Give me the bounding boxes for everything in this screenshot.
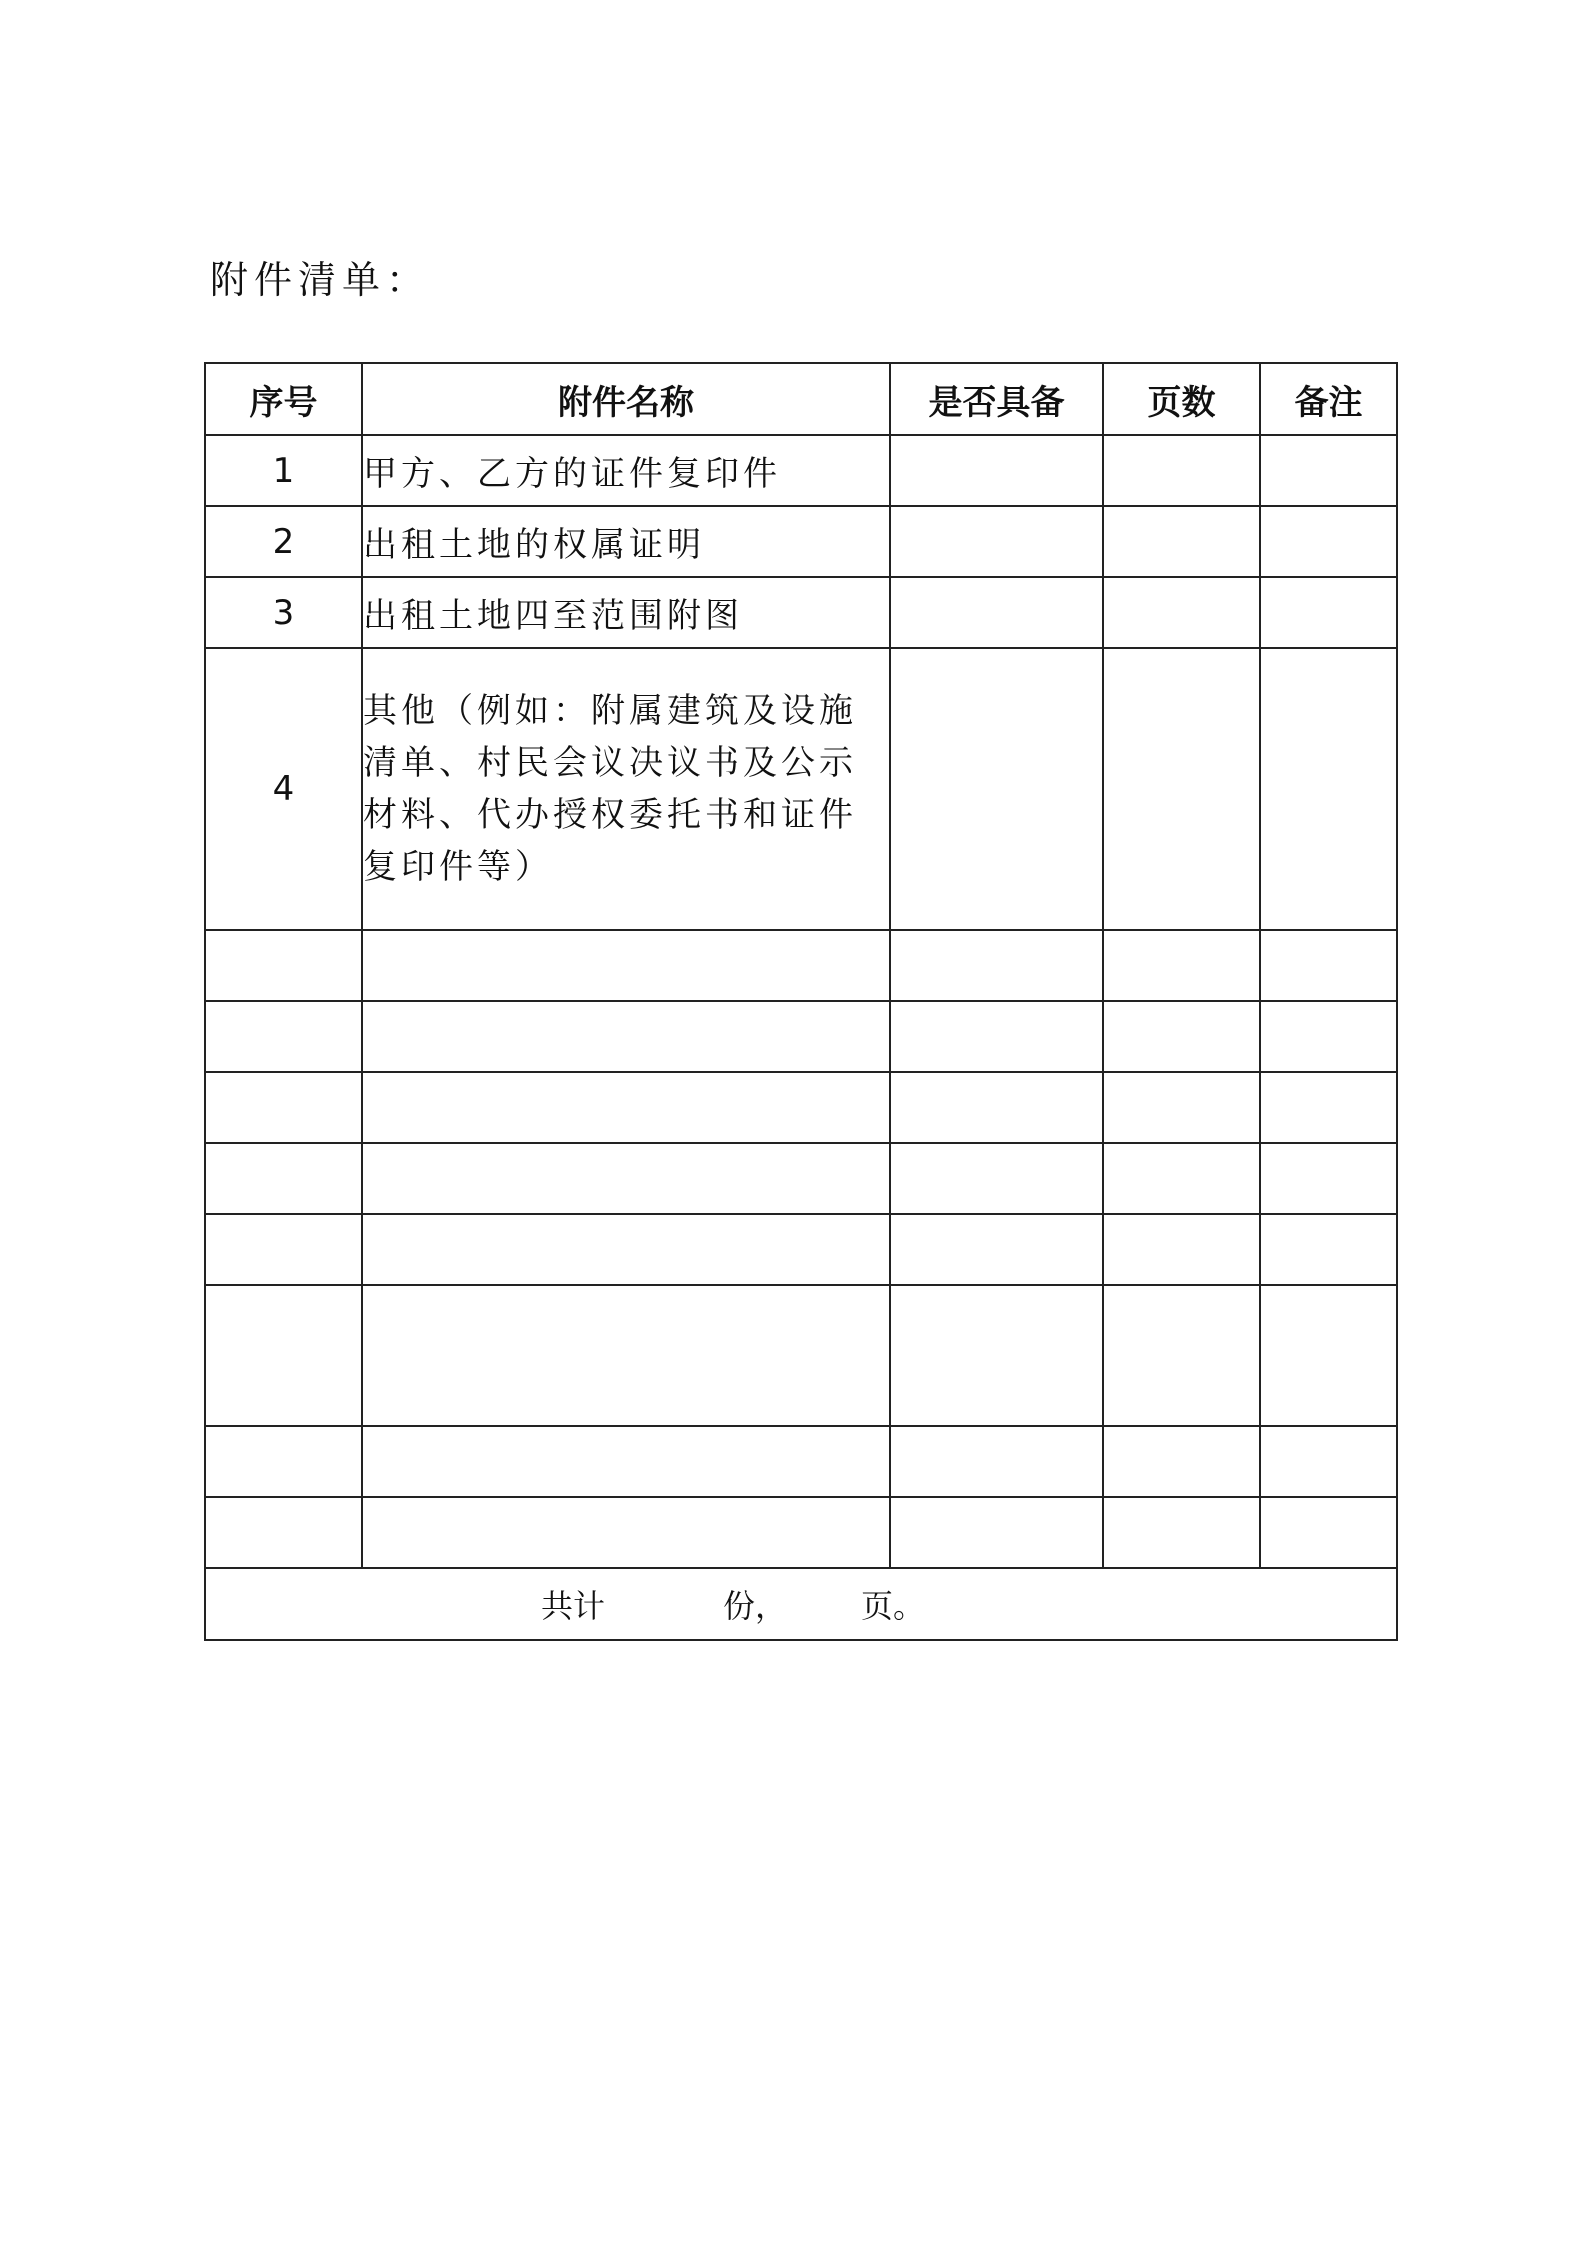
empty-cell[interactable]: [205, 1214, 362, 1285]
empty-cell[interactable]: [205, 1497, 362, 1568]
row-seq: 1: [205, 435, 362, 506]
row-seq: 4: [205, 648, 362, 930]
row-have-cell[interactable]: [890, 648, 1103, 930]
empty-row: [205, 1001, 1397, 1072]
empty-cell[interactable]: [1103, 1285, 1260, 1426]
empty-cell[interactable]: [362, 1143, 890, 1214]
empty-cell[interactable]: [1260, 1001, 1397, 1072]
total-pages-unit: 页。: [861, 1587, 926, 1625]
row-name: 出租土地的权属证明: [362, 506, 890, 577]
empty-cell[interactable]: [1260, 1214, 1397, 1285]
table-row: [205, 435, 1397, 506]
empty-row: [205, 1285, 1397, 1426]
header-pages: 页数: [1103, 363, 1260, 435]
empty-cell[interactable]: [205, 1426, 362, 1497]
total-cell: [205, 1568, 1397, 1640]
table-header-row: [205, 363, 1397, 435]
empty-cell[interactable]: [890, 1285, 1103, 1426]
row-have-cell[interactable]: [890, 577, 1103, 648]
empty-cell[interactable]: [890, 1072, 1103, 1143]
empty-cell[interactable]: [890, 1001, 1103, 1072]
row-note-cell[interactable]: [1260, 435, 1397, 506]
table-row: [205, 506, 1397, 577]
header-name: 附件名称: [362, 363, 890, 435]
row-pages-cell[interactable]: [1103, 506, 1260, 577]
empty-cell[interactable]: [890, 1214, 1103, 1285]
row-seq: 2: [205, 506, 362, 577]
table-row: [205, 648, 1397, 930]
row-seq: 3: [205, 577, 362, 648]
empty-cell[interactable]: [1103, 1214, 1260, 1285]
empty-cell[interactable]: [1103, 930, 1260, 1001]
empty-cell[interactable]: [890, 1426, 1103, 1497]
empty-cell[interactable]: [205, 1001, 362, 1072]
empty-row: [205, 1497, 1397, 1568]
row-name: 甲方、乙方的证件复印件: [362, 435, 890, 506]
empty-cell[interactable]: [1260, 1072, 1397, 1143]
row-name: 其他（例如：附属建筑及设施清单、村民会议决议书及公示材料、代办授权委托书和证件复印件等）: [362, 648, 890, 930]
empty-cell[interactable]: [1260, 930, 1397, 1001]
empty-cell[interactable]: [362, 1497, 890, 1568]
empty-cell[interactable]: [1260, 1426, 1397, 1497]
empty-cell[interactable]: [362, 1214, 890, 1285]
total-copies-unit: 份，: [723, 1587, 788, 1625]
empty-cell[interactable]: [205, 1072, 362, 1143]
empty-row: [205, 930, 1397, 1001]
empty-cell[interactable]: [890, 1143, 1103, 1214]
row-pages-cell[interactable]: [1103, 648, 1260, 930]
row-have-cell[interactable]: [890, 506, 1103, 577]
row-pages-cell[interactable]: [1103, 435, 1260, 506]
empty-cell[interactable]: [362, 1426, 890, 1497]
empty-cell[interactable]: [890, 930, 1103, 1001]
row-have-cell[interactable]: [890, 435, 1103, 506]
header-note: 备注: [1260, 363, 1397, 435]
empty-row: [205, 1143, 1397, 1214]
empty-cell[interactable]: [362, 930, 890, 1001]
empty-cell[interactable]: [1260, 1285, 1397, 1426]
empty-cell[interactable]: [362, 1285, 890, 1426]
empty-cell[interactable]: [1103, 1497, 1260, 1568]
empty-row: [205, 1072, 1397, 1143]
empty-row: [205, 1214, 1397, 1285]
empty-cell[interactable]: [1103, 1143, 1260, 1214]
row-note-cell[interactable]: [1260, 577, 1397, 648]
page-title: 附件清单：: [210, 258, 431, 302]
table-row: [205, 577, 1397, 648]
row-note-cell[interactable]: [1260, 648, 1397, 930]
row-note-cell[interactable]: [1260, 506, 1397, 577]
empty-cell[interactable]: [362, 1001, 890, 1072]
header-seq: 序号: [205, 363, 362, 435]
total-row: [205, 1568, 1397, 1640]
total-prefix: 共计: [541, 1587, 606, 1625]
total-line: [206, 1581, 1396, 1627]
row-pages-cell[interactable]: [1103, 577, 1260, 648]
empty-cell[interactable]: [205, 1285, 362, 1426]
empty-cell[interactable]: [205, 1143, 362, 1214]
row-name: 出租土地四至范围附图: [362, 577, 890, 648]
empty-row: [205, 1426, 1397, 1497]
empty-cell[interactable]: [1103, 1072, 1260, 1143]
empty-cell[interactable]: [890, 1497, 1103, 1568]
header-have: 是否具备: [890, 363, 1103, 435]
empty-cell[interactable]: [1103, 1001, 1260, 1072]
empty-cell[interactable]: [362, 1072, 890, 1143]
empty-cell[interactable]: [1103, 1426, 1260, 1497]
empty-cell[interactable]: [205, 930, 362, 1001]
empty-cell[interactable]: [1260, 1497, 1397, 1568]
attachment-table: [204, 362, 1398, 1641]
empty-cell[interactable]: [1260, 1143, 1397, 1214]
